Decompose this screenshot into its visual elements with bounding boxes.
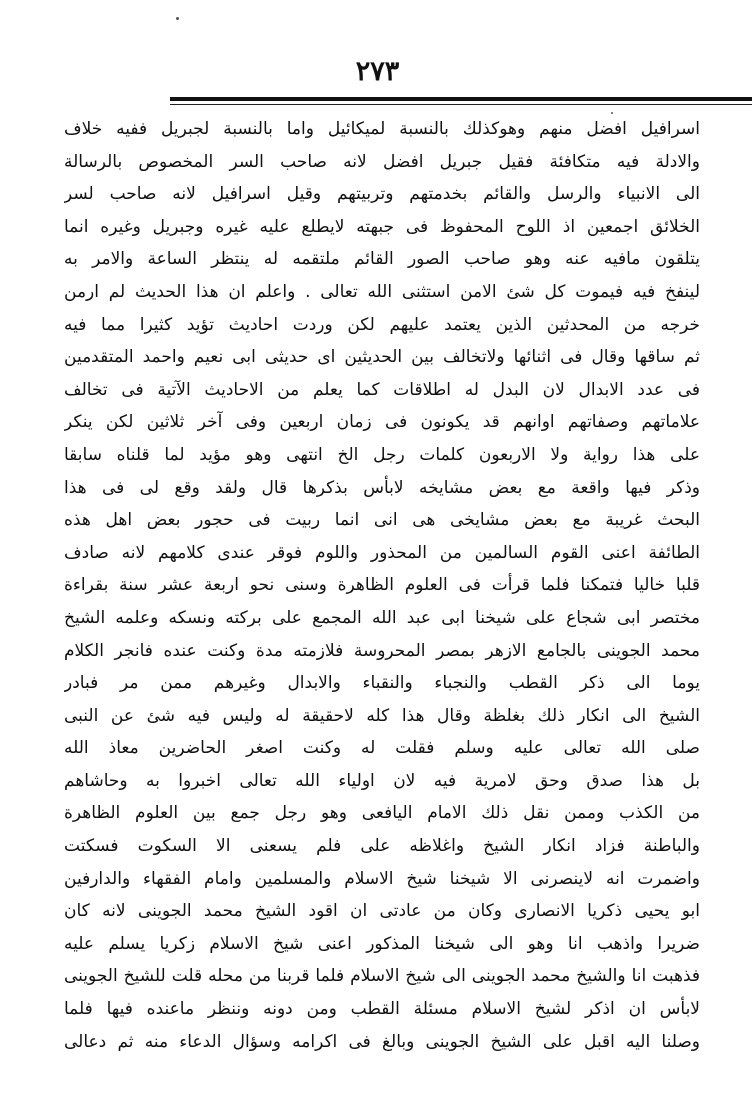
text-line: لابأس ان اذكر لشيخ الاسلام مسئلة القطب ومن دونه وننظر ماعنده فيها فلما (64, 999, 700, 1020)
text-line: مختصر ابى شجاع على شيخنا ابى عبد الله المجمع على بركته ونسكه وعلمه الشيخ (64, 607, 700, 628)
header-rule-thick (170, 97, 752, 101)
text-line: علاماتهم وصفاتهم اوانهم قد يكونون فى زمان اربعين وفى آخر ثلاثين لكن ينكر (64, 412, 700, 433)
text-line: والادلة فيه متكافئة فقيل جبريل افضل لانه صاحب السر المخصوص بالرسالة (64, 151, 700, 172)
text-line: فذهبت انا والشيخ محمد الجوينى الى شيخ الاسلام فلما قربنا من محله قلت للشيخ الجوينى (64, 966, 700, 987)
scan-speck (176, 17, 179, 20)
text-line: محمد الجوينى بالجامع الازهر بمصر المحروسة فلازمته مدة وكنت عنده فانجر الكلام (64, 640, 700, 661)
text-line: والباطنة فزاد انكار الشيخ واغلاظه على فلم يسعنى الا السكوت فسكتت (64, 836, 700, 857)
text-line: لينفخ فيه فيموت كل شئ الامن استثنى الله تعالى . واعلم ان هذا الحديث لم ارمن (64, 281, 700, 302)
text-line: صلى الله تعالى عليه وسلم فقلت له وكنت اصغر الحاضرين معاذ الله (64, 738, 700, 759)
scan-speck (611, 112, 613, 114)
text-line: ابو يحيى ذكريا الانصارى وكان من عادتى ان اقود الشيخ محمد الجوينى لانه كان (64, 901, 700, 922)
text-line: من الكذب وممن نقل ذلك الامام اليافعى وهو رجل جمع بين العلوم الظاهرة (64, 803, 700, 824)
text-line: الخلائق اجمعين اذ اللوح المحفوظ فى جبهته لايطلع عليه غيره وجبريل وغيره انما (64, 216, 700, 237)
text-line: البحث غريبة مع بعض مشايخى هى انى انما ربيت فى حجور بعض اهل هذه (64, 510, 700, 531)
text-line: بل هذا صدق وحق لامرية فيه لان اولياء الله تعالى اخبروا به وحاشاهم (64, 770, 700, 791)
text-line: ضريرا واذهب انا وهو الى شيخنا المذكور اعنى شيخ الاسلام زكريا يسلم عليه (64, 933, 700, 954)
text-line: وصلنا اليه اقبل على الشيخ الجوينى وبالغ فى اكرامه وسؤال الدعاء منه ثم دعالى (64, 1031, 700, 1052)
text-line: واضمرت انه لاينصرنى الا شيخنا شيخ الاسلام والمسلمين وامام الفقهاء والدارفين (64, 868, 700, 889)
text-line: اسرافيل افضل منهم وهوكذلك بالنسبة لميكائيل واما بالنسبة لجبريل ففيه خلاف (64, 119, 700, 139)
text-line: قلبا خاليا فتمكنا فلما قرأت فى العلوم الظاهرة وسنى نحو اربعة عشر سنة بقراءة (64, 575, 700, 596)
text-line: الى الانبياء والرسل والقائم بخدمتهم وتربيتهم وقيل اسرافيل لانه صاحب لسر (64, 184, 700, 205)
text-line: ثم ساقها وقال فى اثنائها ولاتخالف بين الحديثين اى حديثى ابى نعيم واحمد المتقدمين (64, 347, 700, 368)
text-line: فى عدد الابدال لان البدل له اطلاقات كما يعلم من الاحاديث الآتية فى تخالف (64, 379, 700, 400)
text-line: يتلقون مافيه عنه وهو صاحب الصور القائم ملتقمه له ينتظر الساعة والامر به (64, 249, 700, 270)
text-line: وذكر فيها واقعة مع بعض مشايخه لابأس بذكرها قال ولقد وقع لى فى هذا (64, 477, 700, 498)
text-line: الطائفة اعنى القوم السالمين من المحذور واللوم فوقر عندى كلامهم لانه صادف (64, 542, 700, 563)
text-line: خرجه من المحدثين الذين يعتمد عليهم لكن وردت احاديث تؤيد كثيرا مما فيه (64, 314, 700, 335)
text-line: الشيخ الى انكار ذلك بغلظة وقال هذا كله لاحقيقة له وليس فيه شئ عن النبى (64, 705, 700, 726)
text-line: على هذا رواية ولا الاربعون كلمات رجل الخ انتهى وهو مؤيد لما قلناه سابقا (64, 444, 700, 465)
text-body (64, 113, 700, 1058)
text-line: يوما الى ذكر القطب والنجباء والنقباء والابدال وغيرهم ممن مر فبادر (64, 673, 700, 694)
page-number: ٢٧٣ (355, 56, 400, 87)
header-rule-thin (170, 104, 752, 105)
